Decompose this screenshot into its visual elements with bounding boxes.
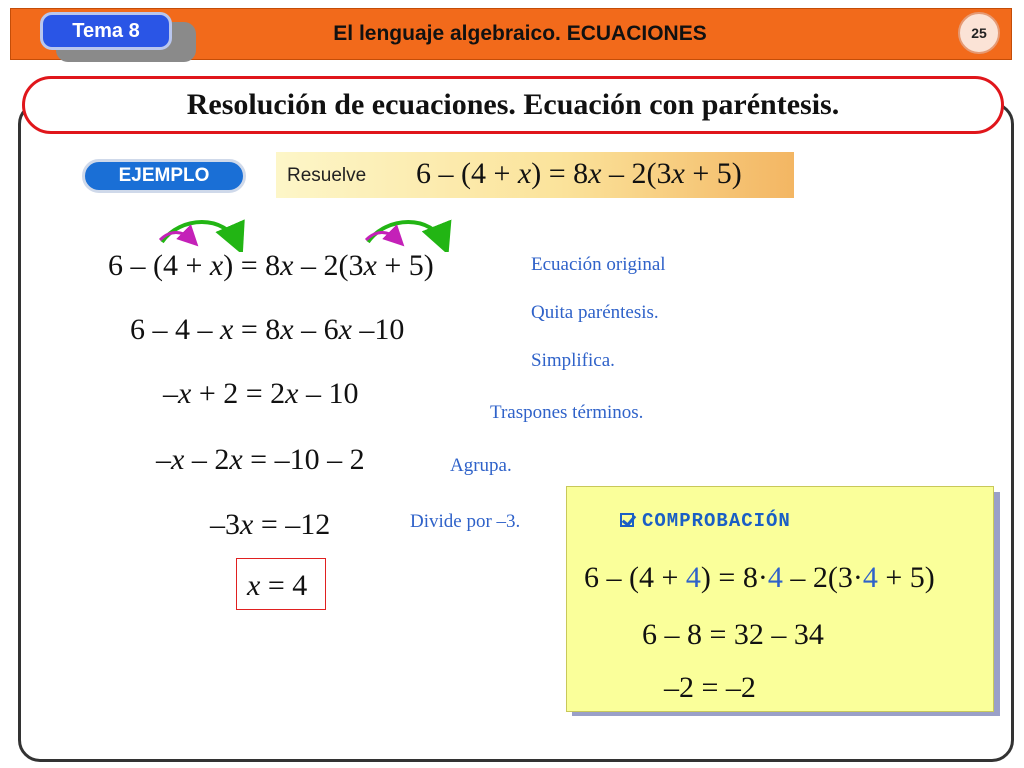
- step-3-equation: –x + 2 = 2x – 10: [163, 377, 359, 410]
- tema-badge: Tema 8: [40, 12, 172, 50]
- check-line-3: –2 = –2: [664, 671, 756, 704]
- check-line-2: 6 – 8 = 32 – 34: [642, 618, 824, 651]
- checkbox-icon: [620, 513, 634, 527]
- check-title: [620, 510, 791, 532]
- check-title-text: COMPROBACIÓN: [642, 510, 791, 532]
- step-1-note: Ecuación original: [531, 254, 666, 275]
- step-5-note: Agrupa.: [450, 455, 512, 476]
- distribution-arrows: [140, 212, 480, 252]
- section-title: Resolución de ecuaciones. Ecuación con paréntesis.: [22, 76, 1004, 134]
- step-5-equation: –3x = –12: [210, 508, 331, 541]
- step-6-note: Divide por –3.: [410, 511, 521, 532]
- step-1-equation: 6 – (4 + x) = 8x – 2(3x + 5): [108, 249, 434, 282]
- resuelve-label: Resuelve: [287, 165, 367, 186]
- page-number: 25: [958, 12, 1000, 54]
- step-4-note: Traspones términos.: [490, 402, 644, 423]
- step-3-note: Simplifica.: [531, 350, 615, 371]
- check-line-1: 6 – (4 + 4) = 8·4 – 2(3·4 + 5): [584, 561, 935, 594]
- example-equation: 6 – (4 + x) = 8x – 2(3x + 5): [416, 157, 742, 190]
- step-2-equation: 6 – 4 – x = 8x – 6x –10: [130, 313, 405, 346]
- header-title: El lenguaje algebraico. ECUACIONES: [333, 22, 707, 45]
- step-6-equation: x = 4: [247, 569, 308, 602]
- step-2-note: Quita paréntesis.: [531, 302, 659, 323]
- step-4-equation: –x – 2x = –10 – 2: [156, 443, 365, 476]
- ejemplo-badge: EJEMPLO: [82, 159, 246, 193]
